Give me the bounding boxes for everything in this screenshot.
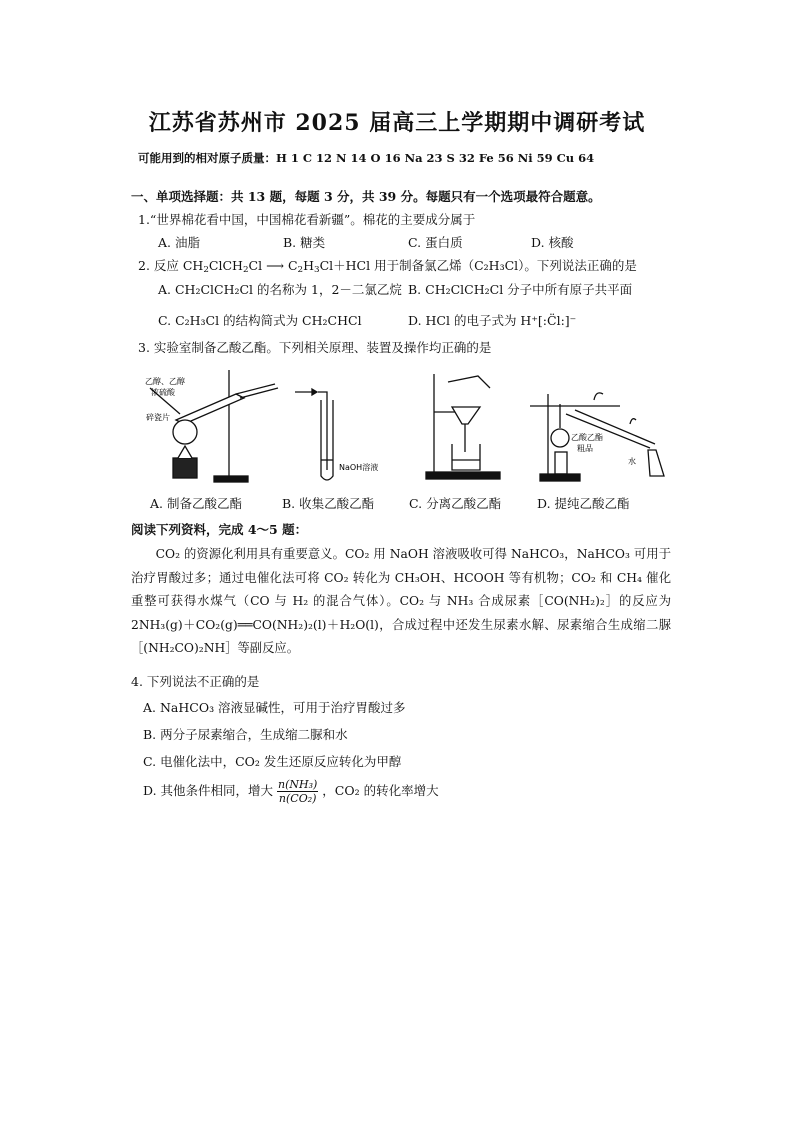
q4-option-d-prefix: D. 其他条件相同，增大 bbox=[143, 783, 274, 798]
q4-stem: 4. 下列说法不正确的是 bbox=[131, 674, 260, 689]
apparatus-b bbox=[295, 389, 333, 480]
q1-option-c: C. 蛋白质 bbox=[408, 235, 463, 250]
q4-option-a: A. NaHCO₃ 溶液显碱性，可用于治疗胃酸过多 bbox=[143, 700, 406, 715]
label-reagents-1: 乙醇、乙醇 bbox=[145, 377, 185, 386]
q1-option-b: B. 糖类 bbox=[283, 235, 326, 250]
q4-option-b: B. 两分子尿素缩合，生成缩二脲和水 bbox=[143, 727, 348, 742]
label-crude-1: 乙酸乙酯 bbox=[571, 433, 603, 442]
label-crude-2: 粗品 bbox=[577, 444, 593, 453]
reading-passage bbox=[131, 543, 671, 661]
q4-option-d-suffix: ，CO₂ 的转化率增大 bbox=[322, 783, 439, 798]
q3-option-b: B. 收集乙酸乙酯 bbox=[282, 496, 375, 511]
q2-option-a: A. CH₂ClCH₂Cl 的名称为 1，2－二氯乙烷 bbox=[158, 282, 402, 297]
apparatus-c bbox=[426, 374, 500, 479]
page-title: 江苏省苏州市 2025 届高三上学期期中调研考试 bbox=[148, 110, 646, 136]
q4-option-c: C. 电催化法中，CO₂ 发生还原反应转化为甲醇 bbox=[143, 754, 402, 769]
q2-option-c: C. C₂H₃Cl 的结构简式为 CH₂CHCl bbox=[158, 313, 362, 328]
mole-ratio-fraction bbox=[277, 778, 318, 805]
section-heading: 一、单项选择题：共 13 题，每题 3 分，共 39 分。每题只有一个选项最符合题意。 bbox=[131, 189, 601, 204]
q3-option-c: C. 分离乙酸乙酯 bbox=[409, 496, 502, 511]
label-naoh-solution: NaOH溶液 bbox=[339, 463, 379, 472]
reading-intro: 阅读下列资料，完成 4～5 题： bbox=[131, 522, 308, 537]
q2-option-d: D. HCl 的电子式为 H⁺[:C̈l:]⁻ bbox=[408, 313, 577, 328]
fraction-numerator: n(NH₃) bbox=[278, 778, 318, 791]
q3-stem: 3. 实验室制备乙酸乙酯。下列相关原理、装置及操作均正确的是 bbox=[138, 340, 492, 355]
q3-option-d: D. 提纯乙酸乙酯 bbox=[537, 496, 630, 511]
q1-option-d: D. 核酸 bbox=[531, 235, 574, 250]
apparatus-figure bbox=[0, 352, 794, 492]
label-reagents-2: 浓硫酸 bbox=[151, 388, 175, 397]
reading-paragraph: CO₂ 的资源化利用具有重要意义。CO₂ 用 NaOH 溶液吸收可得 NaHCO₃，NaHCO₃ 可用于治疗胃酸过多；通过电催化法可将 CO₂ 转化为 CH₃OH、HCOOH 等有机物；CO₂ 和 CH₄ 催化重整可获得水煤气（CO 与 H₂ 的混合气体）。CO₂ 与 NH₃ 合成尿素［CO(NH₂)₂］的反应为 2NH₃(g)＋CO₂(g)══CO(NH₂)₂(l)＋H₂O(l)，合成过程中还发生尿素水解、尿素缩合生成缩二脲［(NH₂CO)₂NH］等副反应。 bbox=[131, 547, 671, 655]
q2-option-b: B. CH₂ClCH₂Cl 分子中所有原子共平面 bbox=[408, 282, 633, 297]
label-water: 水 bbox=[628, 457, 636, 466]
q3-option-a: A. 制备乙酸乙酯 bbox=[150, 496, 242, 511]
q1-stem: 1.“世界棉花看中国，中国棉花看新疆”。棉花的主要成分属于 bbox=[138, 212, 476, 227]
atomic-masses: 可能用到的相对原子质量：H 1 C 12 N 14 O 16 Na 23 S 32 Fe 56 Ni 59 Cu 64 bbox=[138, 151, 595, 165]
apparatus-a bbox=[150, 370, 278, 482]
q2-stem: 2. 反应 $CH_2ClCH_2Cl$ ⟶ $C_2H_3Cl+HCl$ 用于制备氯乙烯（C₂H₃Cl）。下列说法正确的是 bbox=[138, 258, 637, 276]
q2-stem-text: 用于制备氯乙烯（C₂H₃Cl）。下列说法正确的是 bbox=[374, 258, 637, 273]
fraction-denominator: n(CO₂) bbox=[278, 792, 317, 805]
label-porcelain-chips: 碎瓷片 bbox=[146, 413, 170, 422]
q4-option-d bbox=[143, 778, 439, 805]
q1-option-a: A. 油脂 bbox=[158, 235, 200, 250]
q2-stem-prefix: 2. 反应 CH bbox=[138, 258, 204, 273]
